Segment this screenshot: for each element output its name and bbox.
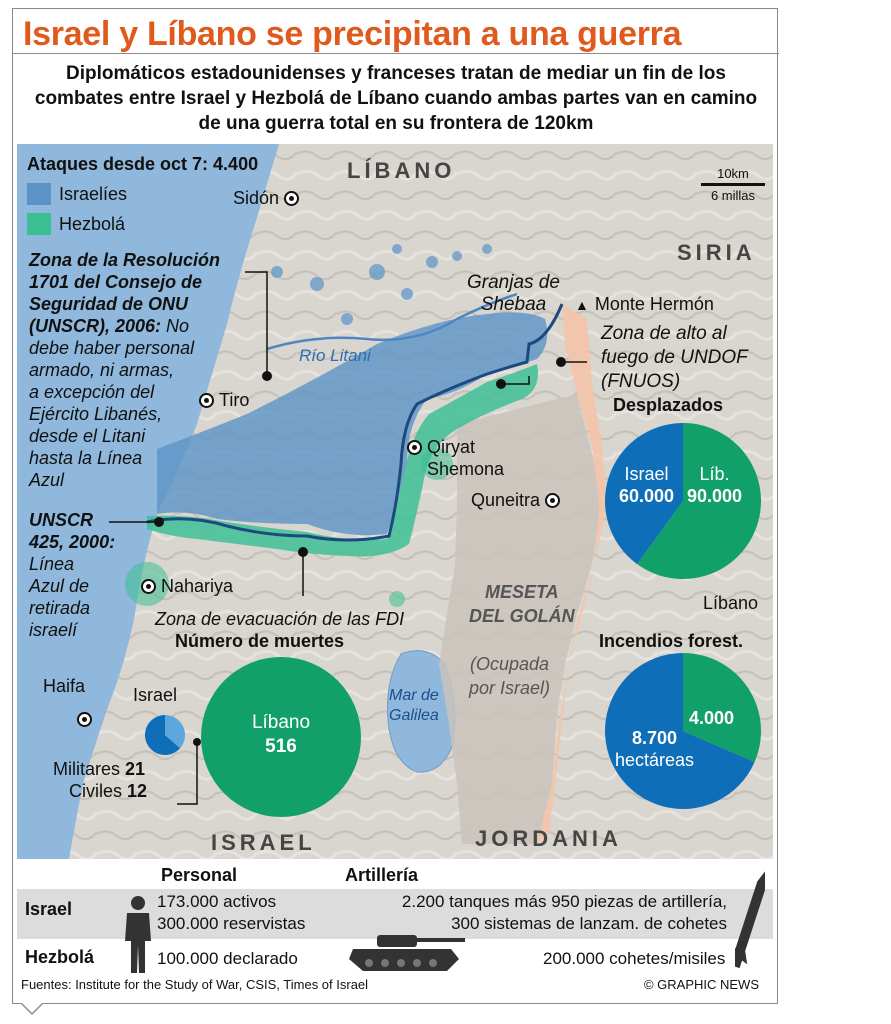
infographic-subtitle: Diplomáticos estadounidenses y franceses tratan de mediar un fin de los combates entre Israel y Hezbolá de Líbano cuando ambas partes van en camino de una guerra total en su frontera de 120km	[34, 63, 758, 134]
deaths-title: Número de muertes	[175, 631, 345, 651]
israel-personnel	[157, 891, 305, 935]
fires-title: Incendios forest.	[599, 631, 744, 651]
unscr1701-line-7: Azul	[29, 470, 65, 490]
unscr1701-line-5: desde el Litani	[29, 426, 146, 446]
legend-item-hezbollah	[27, 213, 258, 235]
unscr425-line-1: Línea	[29, 554, 75, 574]
fires-unit: hectáreas	[615, 750, 695, 770]
unscr425-annotation	[29, 509, 115, 641]
undof-line2: fuego de UNDOF	[601, 347, 748, 368]
unscr425-bold-1: UNSCR	[29, 510, 94, 530]
unscr425-line-3: retirada	[29, 598, 91, 618]
fires-israel-text	[615, 727, 694, 771]
lake-label-line1: Mar de	[389, 687, 439, 704]
displaced-lebanon-value: 90.000	[687, 486, 743, 506]
country-label-lebanon: LÍBANO	[347, 158, 456, 183]
deaths-military-label: Militares	[53, 759, 121, 779]
footer	[21, 977, 771, 992]
city-sidon-label: Sidón	[233, 188, 280, 208]
city-quneitra-label: Quneitra	[471, 490, 541, 510]
displaced-israel-value: 60.000	[619, 486, 675, 506]
tank-icon	[347, 929, 467, 973]
israel-artillery-line2: 300 sistemas de lanzam. de cohetes	[451, 914, 727, 933]
unscr1701-bold-1: Zona de la Resolución	[29, 250, 221, 270]
shebaa-line1: Granjas de	[467, 272, 560, 293]
country-label-israel: ISRAEL	[211, 830, 316, 855]
infographic-frame	[12, 8, 778, 1004]
footer-sources: Fuentes: Institute for the Study of War, CSIS, Times of Israel	[21, 977, 369, 992]
displaced-note: Líbano	[703, 593, 759, 613]
fires-lebanon-value: 4.000	[689, 708, 735, 728]
city-qiryat-line1: Qiryat	[427, 437, 476, 457]
deaths-lebanon-text	[243, 711, 319, 759]
occupied-line2: por Israel)	[469, 678, 551, 698]
city-nahariya-label: Nahariya	[161, 576, 234, 596]
shebaa-line2: Shebaa	[480, 294, 547, 315]
displaced-israel-text	[619, 463, 674, 507]
displaced-lebanon-label: Líb.	[699, 464, 730, 484]
displaced-israel-label: Israel	[624, 464, 669, 484]
deaths-lebanon-value: 516	[265, 736, 297, 757]
city-haifa-label: Haifa	[43, 676, 86, 696]
title-rule	[13, 53, 779, 54]
legend-item-israeli	[27, 183, 258, 205]
deaths-civilians-value: 12	[127, 781, 148, 801]
missile-icon	[735, 865, 765, 975]
unscr1701-bold-2: 1701 del Consejo de	[29, 272, 203, 292]
legend-label-israeli: Israelíes	[59, 183, 128, 204]
golan-line2: DEL GOLÁN	[469, 606, 575, 626]
unscr1701-line-3: a excepción del	[29, 382, 155, 402]
displaced-lebanon-text	[687, 463, 742, 507]
unscr1701-line-4: Ejército Libanés,	[29, 404, 163, 424]
scale-km: 10km	[717, 166, 749, 181]
river-label: Río Litani	[299, 346, 371, 365]
legend-label-hezbollah: Hezbolá	[59, 213, 126, 234]
hezbollah-artillery: 200.000 cohetes/misiles	[543, 949, 726, 968]
infographic-title: Israel y Líbano se precipitan a una guerra	[23, 15, 682, 53]
unscr1701-annotation	[29, 249, 220, 491]
undof-line3: (FNUOS)	[601, 371, 681, 392]
israel-artillery-line1: 2.200 tanques más 950 piezas de artillería,	[401, 892, 727, 911]
country-label-jordan: JORDANIA	[475, 826, 622, 851]
country-label-syria: SIRIA	[677, 240, 756, 265]
unscr425-line-2: Azul de	[29, 576, 90, 596]
deaths-lebanon-label: Líbano	[251, 712, 311, 733]
deaths-civilians	[69, 781, 147, 802]
city-qiryat-line2: Shemona	[427, 459, 505, 479]
unscr1701-line-2: armado, ni armas,	[29, 360, 175, 380]
israel-row-label: Israel	[25, 899, 73, 919]
fires-israel-value: 8.700	[632, 728, 678, 748]
mountain-peak-icon: ▲	[575, 296, 589, 313]
deaths-military-value: 21	[125, 759, 146, 779]
golan-line1: MESETA	[485, 582, 559, 602]
unscr1701-bold-4: (UNSCR), 2006:	[29, 316, 162, 336]
hezbollah-personnel: 100.000 declarado	[157, 949, 298, 968]
unscr1701-line-1: debe haber personal	[29, 338, 195, 358]
personnel-header: Personal	[161, 865, 238, 885]
undof-line1: Zona de alto al	[601, 323, 727, 344]
deaths-civilians-label: Civiles	[69, 781, 123, 801]
scale-miles: 6 millas	[710, 188, 756, 203]
unscr1701-bold-3: Seguridad de ONU	[29, 294, 189, 314]
mount-hermon-label: Monte Hermón	[594, 294, 714, 314]
lake-label-line2: Galilea	[389, 707, 439, 724]
israel-personnel-reserve: 300.000 reservistas	[157, 914, 306, 933]
artillery-header: Artillería	[345, 865, 419, 885]
displaced-title: Desplazados	[613, 395, 724, 415]
legend	[27, 154, 258, 235]
unscr1701-inline: No	[166, 316, 190, 336]
idf-zone-label: Zona de evacuación de las FDI	[155, 609, 405, 629]
legend-swatch-israeli	[27, 183, 51, 205]
deaths-israel-label: Israel	[133, 685, 178, 705]
footer-credit: © GRAPHIC NEWS	[643, 977, 759, 992]
unscr425-line-4: israelí	[29, 620, 78, 640]
city-tyre-label: Tiro	[219, 390, 250, 410]
legend-title: Ataques desde oct 7: 4.400	[27, 154, 259, 174]
unscr425-bold-2: 425, 2000:	[29, 532, 116, 552]
occupied-line1: (Ocupada	[469, 654, 550, 674]
hezbollah-row-label: Hezbolá	[25, 947, 95, 967]
soldier-icon	[121, 895, 155, 975]
deaths-israel-pie	[143, 713, 187, 757]
legend-swatch-hezbollah	[27, 213, 51, 235]
forces-panel	[17, 861, 773, 975]
frame-notch	[20, 1003, 44, 1015]
deaths-military	[53, 759, 145, 780]
israel-personnel-active: 173.000 activos	[157, 892, 277, 911]
unscr1701-line-6: hasta la Línea	[29, 448, 143, 468]
